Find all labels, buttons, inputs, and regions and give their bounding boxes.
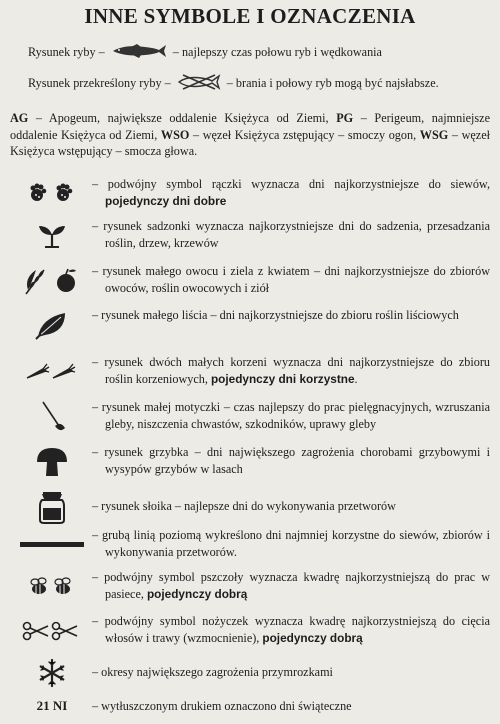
double-bee-icon bbox=[18, 569, 86, 605]
seedling-icon bbox=[18, 218, 86, 254]
page-title: INNE SYMBOLE I OZNACZENIA bbox=[84, 4, 416, 28]
symbol-description: – rysunek małego liścia – dni najkorzystniejsze do zbioru roślin liściowych bbox=[92, 308, 459, 322]
hoe-icon bbox=[18, 399, 86, 435]
wso-text: – węzeł Księżyca zstępujący – smoczy ogon, bbox=[189, 127, 420, 142]
symbol-description: – podwójny symbol nożyczek wyznacza kwadrę najkorzystniejszą do cięcia włosów i trawy (wzmocnienie), pojedynczy dobrą bbox=[92, 614, 490, 645]
crossed-fish-icon bbox=[177, 74, 221, 94]
wso-abbr: WSO bbox=[160, 127, 190, 142]
symbol-description: – rysunek grzybka – dni największego zagrożenia chorobami grzybowymi i wysypów grzybów w lasach bbox=[92, 445, 490, 476]
symbol-description: – rysunek małego owocu i ziela z kwiatem – dni najkorzystniejsze do zbiorów owoców, roślin owocowych i ziół bbox=[92, 264, 490, 295]
symbol-description: – grubą linią poziomą wykreślono dni najmniej korzystne do siewów, zbiorów i wykonywania przetworów. bbox=[92, 528, 490, 559]
jar-icon bbox=[18, 489, 86, 525]
double-scissors-icon bbox=[18, 613, 86, 649]
ag-text: – Apogeum, największe oddalenie Księżyca od Ziemi, bbox=[28, 111, 337, 125]
pg-text: – Perigeum, najmniejsze oddalenie Księżyca od Ziemi, bbox=[10, 111, 490, 142]
pg-abbr: PG bbox=[336, 111, 354, 125]
wsg-text: – węzeł Księżyca wstępujący – smocza głowa. bbox=[10, 127, 490, 158]
symbol-description: – podwójny symbol rączki wyznacza dni najkorzystniejsze do siewów, pojedynczy dni dobre bbox=[92, 177, 490, 208]
snowflake-icon bbox=[18, 655, 86, 691]
double-hands-icon bbox=[18, 176, 86, 212]
symbol-description: – okresy największego zagrożenia przymrozkami bbox=[92, 665, 333, 679]
fish-text: – najlepszy czas połowu ryb i wędkowania bbox=[172, 44, 382, 59]
fruit-herb-icon bbox=[18, 263, 86, 299]
thick-line-icon bbox=[18, 527, 86, 563]
fish-legend-line bbox=[28, 44, 382, 62]
symbol-description: – wytłuszczonym drukiem oznaczono dni świąteczne bbox=[92, 699, 352, 713]
crossed-fish-label: Rysunek przekreślony ryby – bbox=[28, 75, 171, 90]
fish-label: Rysunek ryby – bbox=[28, 44, 105, 59]
crossed-fish-text: – brania i połowy ryb mogą być najsłabsze. bbox=[226, 75, 439, 90]
fish-icon bbox=[111, 44, 167, 62]
roots-icon bbox=[18, 354, 86, 390]
symbol-description: – rysunek małej motyczki – czas najlepszy do prac pielęgnacyjnych, wzruszania gleby, niszczenia chwastów, szkodników, uprawy gleby bbox=[92, 400, 490, 431]
ag-abbr: AG bbox=[10, 111, 29, 125]
leaf-icon bbox=[18, 307, 86, 343]
crossed-fish-legend-line bbox=[28, 74, 439, 94]
symbol-description: – rysunek sadzonki wyznacza najkorzystniejsze dni do sadzenia, przesadzania roślin, drzew, krzewów bbox=[92, 219, 490, 250]
holiday-date-sample: 21 NI bbox=[36, 698, 68, 713]
wsg-abbr: WSG bbox=[419, 127, 449, 142]
symbol-description: – rysunek słoika – najlepsze dni do wykonywania przetworów bbox=[92, 499, 396, 513]
moon-abbreviations bbox=[10, 110, 490, 160]
mushroom-icon bbox=[18, 444, 86, 480]
symbol-description: – rysunek dwóch małych korzeni wyznacza dni najkorzystniejsze do zbioru roślin korzeniowych, pojedynczy dni korzystne. bbox=[92, 355, 490, 386]
symbol-description: – podwójny symbol pszczoły wyznacza kwadrę najkorzystniejszą do prac w pasiece, pojedynczy dobrą bbox=[92, 570, 490, 601]
